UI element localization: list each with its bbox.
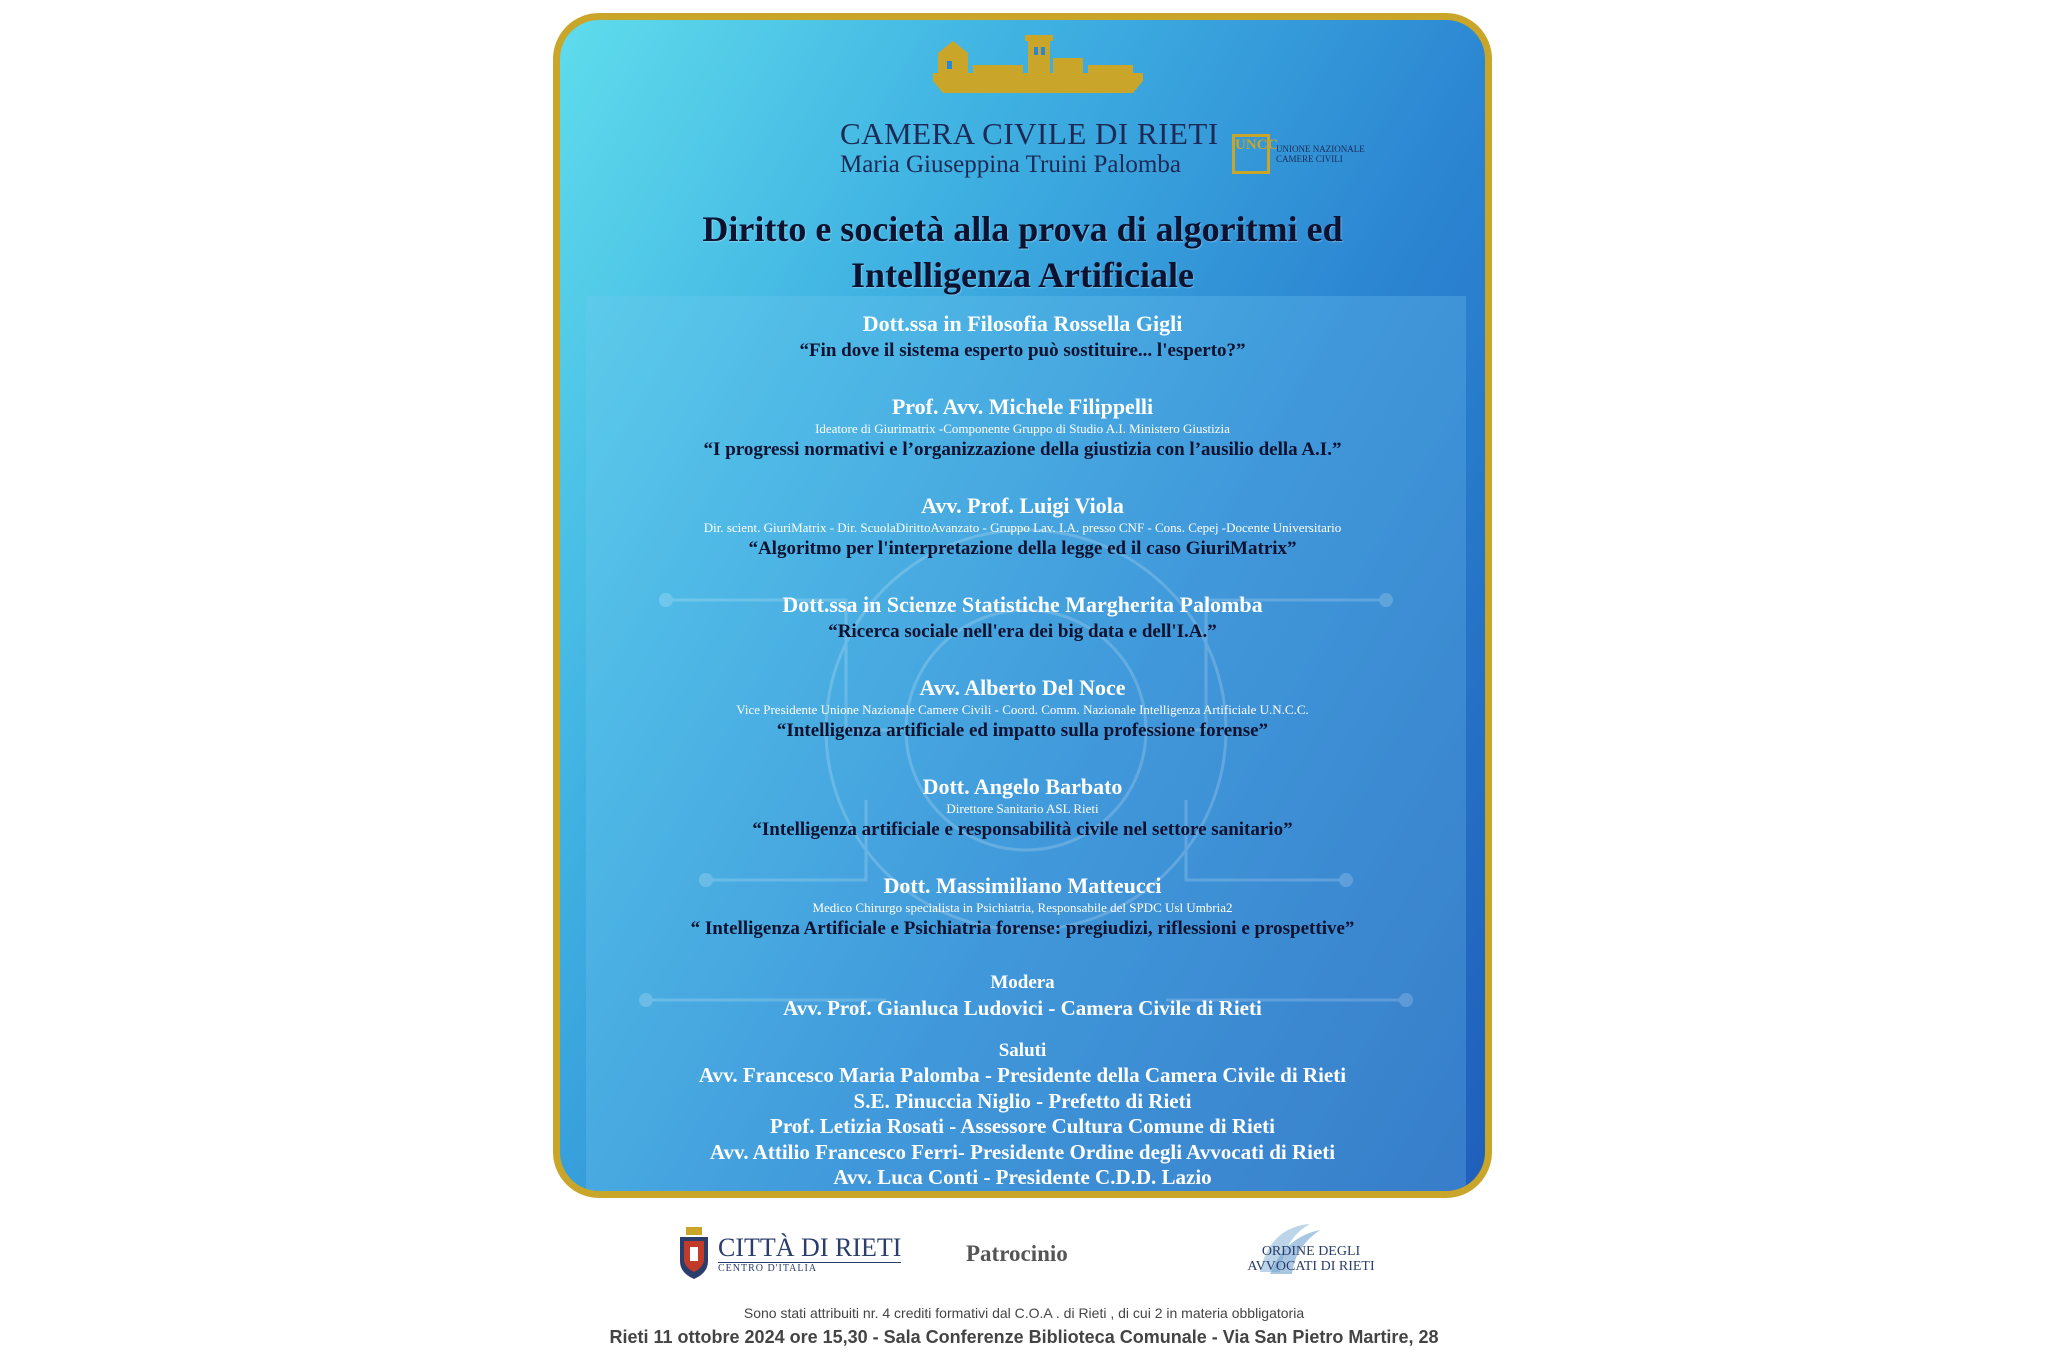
speaker-talk: “Fin dove il sistema esperto può sostituire... l'esperto?”	[799, 340, 1246, 361]
speaker-list	[560, 310, 1485, 1191]
speaker-item	[560, 492, 1485, 562]
citta-di-rieti-logo	[676, 1227, 901, 1281]
speaker-talk: “Intelligenza artificiale e responsabilità civile nel settore sanitario”	[752, 819, 1293, 840]
event-venue-datetime: Rieti 11 ottobre 2024 ore 15,30 - Sala Conferenze Biblioteca Comunale - Via San Pietro Martire, 28	[609, 1327, 1439, 1347]
greeting-line: Avv. Luca Conti - Presidente C.D.D. Lazio	[833, 1165, 1212, 1189]
speaker-name: Avv. Prof. Luigi Viola	[921, 493, 1124, 518]
moderator-label: Modera	[990, 972, 1055, 993]
event-title	[560, 206, 1485, 298]
patrocinio-label: Patrocinio	[966, 1241, 1068, 1266]
greetings-label: Saluti	[998, 1040, 1047, 1061]
speaker-role: Vice Presidente Unione Nazionale Camere Civili - Coord. Comm. Nazionale Intelligenza Artificiale U.N.C.C.	[736, 702, 1309, 717]
speaker-name: Dott.ssa in Scienze Statistiche Margherita Palomba	[782, 592, 1263, 617]
speaker-name: Dott.ssa in Filosofia Rossella Gigli	[862, 311, 1183, 336]
ordine-line1: ORDINE DEGLI	[1261, 1244, 1361, 1259]
speaker-role: Ideatore di Giurimatrix -Componente Gruppo di Studio A.I. Ministero Giustizia	[815, 421, 1230, 436]
city-name: CITTÀ DI RIETI	[718, 1233, 902, 1262]
org-name: CAMERA CIVILE DI RIETI	[840, 116, 1219, 151]
moderator-name: Avv. Prof. Gianluca Ludovici - Camera Civile di Rieti	[783, 996, 1262, 1020]
speaker-name: Dott. Massimiliano Matteucci	[883, 873, 1162, 898]
speaker-name: Dott. Angelo Barbato	[922, 774, 1123, 799]
speaker-item	[560, 773, 1485, 843]
speaker-talk: “Ricerca sociale nell'era dei big data e dell'I.A.”	[828, 621, 1217, 642]
city-subtitle: CENTRO D'ITALIA	[718, 1262, 901, 1274]
speaker-item	[560, 872, 1485, 942]
city-crest-icon	[676, 1227, 712, 1281]
credits-note: Sono stati attribuiti nr. 4 crediti formativi dal C.O.A . di Rieti , di cui 2 in materia obbligatoria	[743, 1305, 1305, 1321]
speaker-item	[560, 393, 1485, 463]
speaker-name: Avv. Alberto Del Noce	[919, 675, 1126, 700]
speaker-talk: “ Intelligenza Artificiale e Psichiatria forense: pregiudizi, riflessioni e prospettive”	[690, 918, 1355, 939]
event-poster	[553, 13, 1492, 1198]
greeting-line: S.E. Pinuccia Niglio - Prefetto di Rieti	[853, 1088, 1192, 1113]
camera-civile-building-logo	[933, 33, 1143, 113]
org-dedication: Maria Giuseppina Truini Palomba	[840, 151, 1181, 178]
speaker-talk: “I progressi normativi e l’organizzazione della giustizia con l’ausilio della A.I.”	[703, 439, 1342, 460]
speaker-name: Prof. Avv. Michele Filippelli	[891, 394, 1154, 419]
moderator-block	[560, 971, 1485, 1021]
speaker-item	[560, 591, 1485, 645]
speaker-talk: “Intelligenza artificiale ed impatto sulla professione forense”	[776, 720, 1269, 741]
uncc-mark-icon: UNCC	[1232, 134, 1270, 174]
greetings-block	[560, 1039, 1485, 1191]
speaker-role: Dir. scient. GiuriMatrix - Dir. ScuolaDirittoAvanzato - Gruppo Lav. I.A. presso CNF - Cons. Cepej -Docente Universitario	[703, 520, 1342, 535]
speaker-role: Direttore Sanitario ASL Rieti	[946, 801, 1099, 816]
ordine-text	[1246, 1244, 1376, 1274]
event-title-line1: Diritto e società alla prova di algoritmi ed	[702, 209, 1343, 249]
greeting-line: Avv. Attilio Francesco Ferri- Presidente Ordine degli Avvocati di Rieti	[709, 1139, 1336, 1164]
ordine-line2: AVVOCATI DI RIETI	[1247, 1259, 1375, 1274]
greeting-line: Prof. Letizia Rosati - Assessore Cultura Comune di Rieti	[770, 1114, 1275, 1138]
event-title-line2: Intelligenza Artificiale	[851, 255, 1194, 295]
uncc-logo	[1232, 134, 1376, 174]
speaker-item	[560, 674, 1485, 744]
greeting-line: Avv. Francesco Maria Palomba - Presidente della Camera Civile di Rieti	[698, 1063, 1347, 1087]
uncc-text: UNIONE NAZIONALE CAMERE CIVILI	[1276, 144, 1365, 164]
speaker-talk: “Algoritmo per l'interpretazione della legge ed il caso GiuriMatrix”	[748, 538, 1297, 559]
speaker-role: Medico Chirurgo specialista in Psichiatria, Responsabile del SPDC Usl Umbria2	[812, 900, 1233, 915]
speaker-item	[560, 310, 1485, 364]
